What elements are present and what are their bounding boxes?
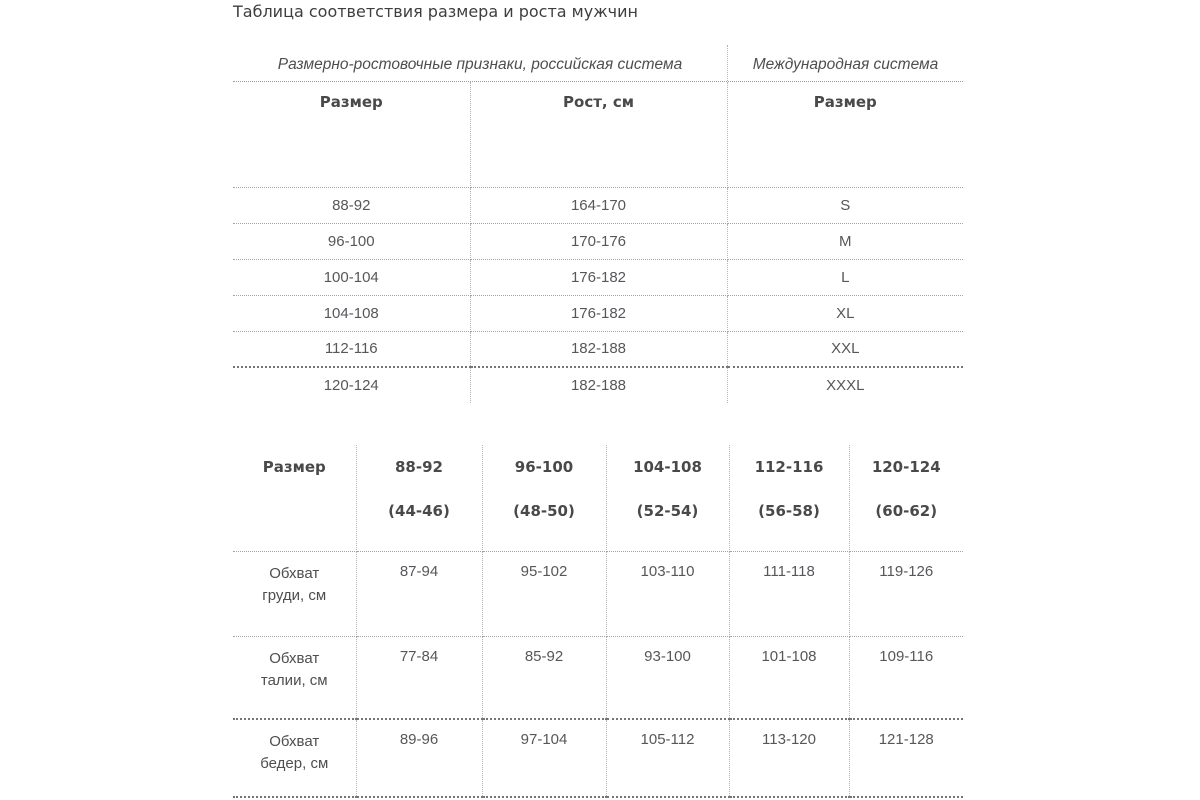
international-size-cell: M [727, 223, 963, 259]
measurement-cell: 77-84 [356, 636, 482, 719]
row-label-hips [233, 719, 356, 797]
measurement-cell: 101-108 [729, 636, 849, 719]
russian-size-cell: 104-108 [233, 295, 470, 331]
row-label-line1: Обхват [269, 733, 320, 750]
alt-size-value: (52-54) [636, 502, 699, 520]
height-cell: 176-182 [470, 259, 727, 295]
measurement-cell: 97-104 [482, 719, 606, 797]
table-row [233, 187, 963, 223]
measurement-cell: 119-126 [849, 551, 963, 636]
waist-measurement-row [233, 636, 963, 719]
russian-size-cell: 96-100 [233, 223, 470, 259]
russian-size-cell: 112-116 [233, 331, 470, 367]
international-size-cell: L [727, 259, 963, 295]
size-value: 88-92 [395, 458, 443, 476]
table-row [233, 367, 963, 403]
measurement-cell: 85-92 [482, 636, 606, 719]
international-size-cell: XXL [727, 331, 963, 367]
height-cell: 170-176 [470, 223, 727, 259]
chest-measurement-row [233, 551, 963, 636]
russian-system-header: Размерно-ростовочные признаки, российская система [277, 56, 683, 73]
international-size-cell: S [727, 187, 963, 223]
measurements-table-header-row [233, 445, 963, 551]
table-row [233, 223, 963, 259]
height-cell: 164-170 [470, 187, 727, 223]
column-header-size-104-108 [606, 445, 729, 551]
column-header-size-label: Размер [233, 445, 356, 551]
column-header-size-112-116 [729, 445, 849, 551]
table-row [233, 295, 963, 331]
row-label-waist [233, 636, 356, 719]
measurement-cell: 95-102 [482, 551, 606, 636]
size-height-table-header-row [233, 82, 963, 187]
measurement-cell: 111-118 [729, 551, 849, 636]
size-value: 112-116 [754, 458, 824, 476]
russian-size-cell: 100-104 [233, 259, 470, 295]
row-label-line2: бедер, см [260, 755, 329, 772]
alt-size-value: (60-62) [875, 502, 938, 520]
row-label-chest [233, 551, 356, 636]
international-system-header: Международная система [727, 45, 963, 81]
height-cell: 176-182 [470, 295, 727, 331]
column-header-size-120-124 [849, 445, 963, 551]
system-headers-row [233, 45, 963, 82]
column-header-size-96-100 [482, 445, 606, 551]
alt-size-value: (56-58) [758, 502, 820, 520]
table-row [233, 259, 963, 295]
measurement-cell: 121-128 [849, 719, 963, 797]
size-height-table [233, 82, 963, 403]
size-value: 96-100 [514, 458, 574, 476]
page-title: Таблица соответствия размера и роста мужчин [233, 2, 638, 21]
international-size-cell: XXXL [826, 377, 865, 394]
measurement-cell: 103-110 [606, 551, 729, 636]
row-label-line2: груди, см [262, 586, 327, 604]
table-row [233, 331, 963, 367]
measurement-cell: 93-100 [606, 636, 729, 719]
measurement-cell: 113-120 [729, 719, 849, 797]
measurement-cell: 89-96 [356, 719, 482, 797]
row-label-line1: Обхват [269, 649, 320, 667]
alt-size-value: (48-50) [513, 502, 575, 520]
measurement-cell: 105-112 [606, 719, 729, 797]
column-header-russian-size: Размер [233, 82, 470, 187]
height-cell: 182-188 [470, 367, 727, 403]
measurement-cell: 109-116 [849, 636, 963, 719]
row-label-line2: талии, см [260, 671, 328, 689]
measurement-cell: 87-94 [356, 551, 482, 636]
column-header-height: Рост, см [470, 82, 727, 187]
measurements-table [233, 445, 963, 798]
size-value: 104-108 [633, 458, 702, 476]
alt-size-value: (44-46) [388, 502, 450, 520]
hips-measurement-row [233, 719, 963, 797]
russian-size-cell: 88-92 [233, 187, 470, 223]
russian-size-cell: 120-124 [233, 367, 470, 403]
international-size-cell: XL [727, 295, 963, 331]
column-header-size-88-92 [356, 445, 482, 551]
size-value: 120-124 [871, 458, 941, 476]
column-header-international-size: Размер [727, 82, 963, 187]
row-label-line1: Обхват [269, 564, 320, 582]
height-cell: 182-188 [470, 331, 727, 367]
